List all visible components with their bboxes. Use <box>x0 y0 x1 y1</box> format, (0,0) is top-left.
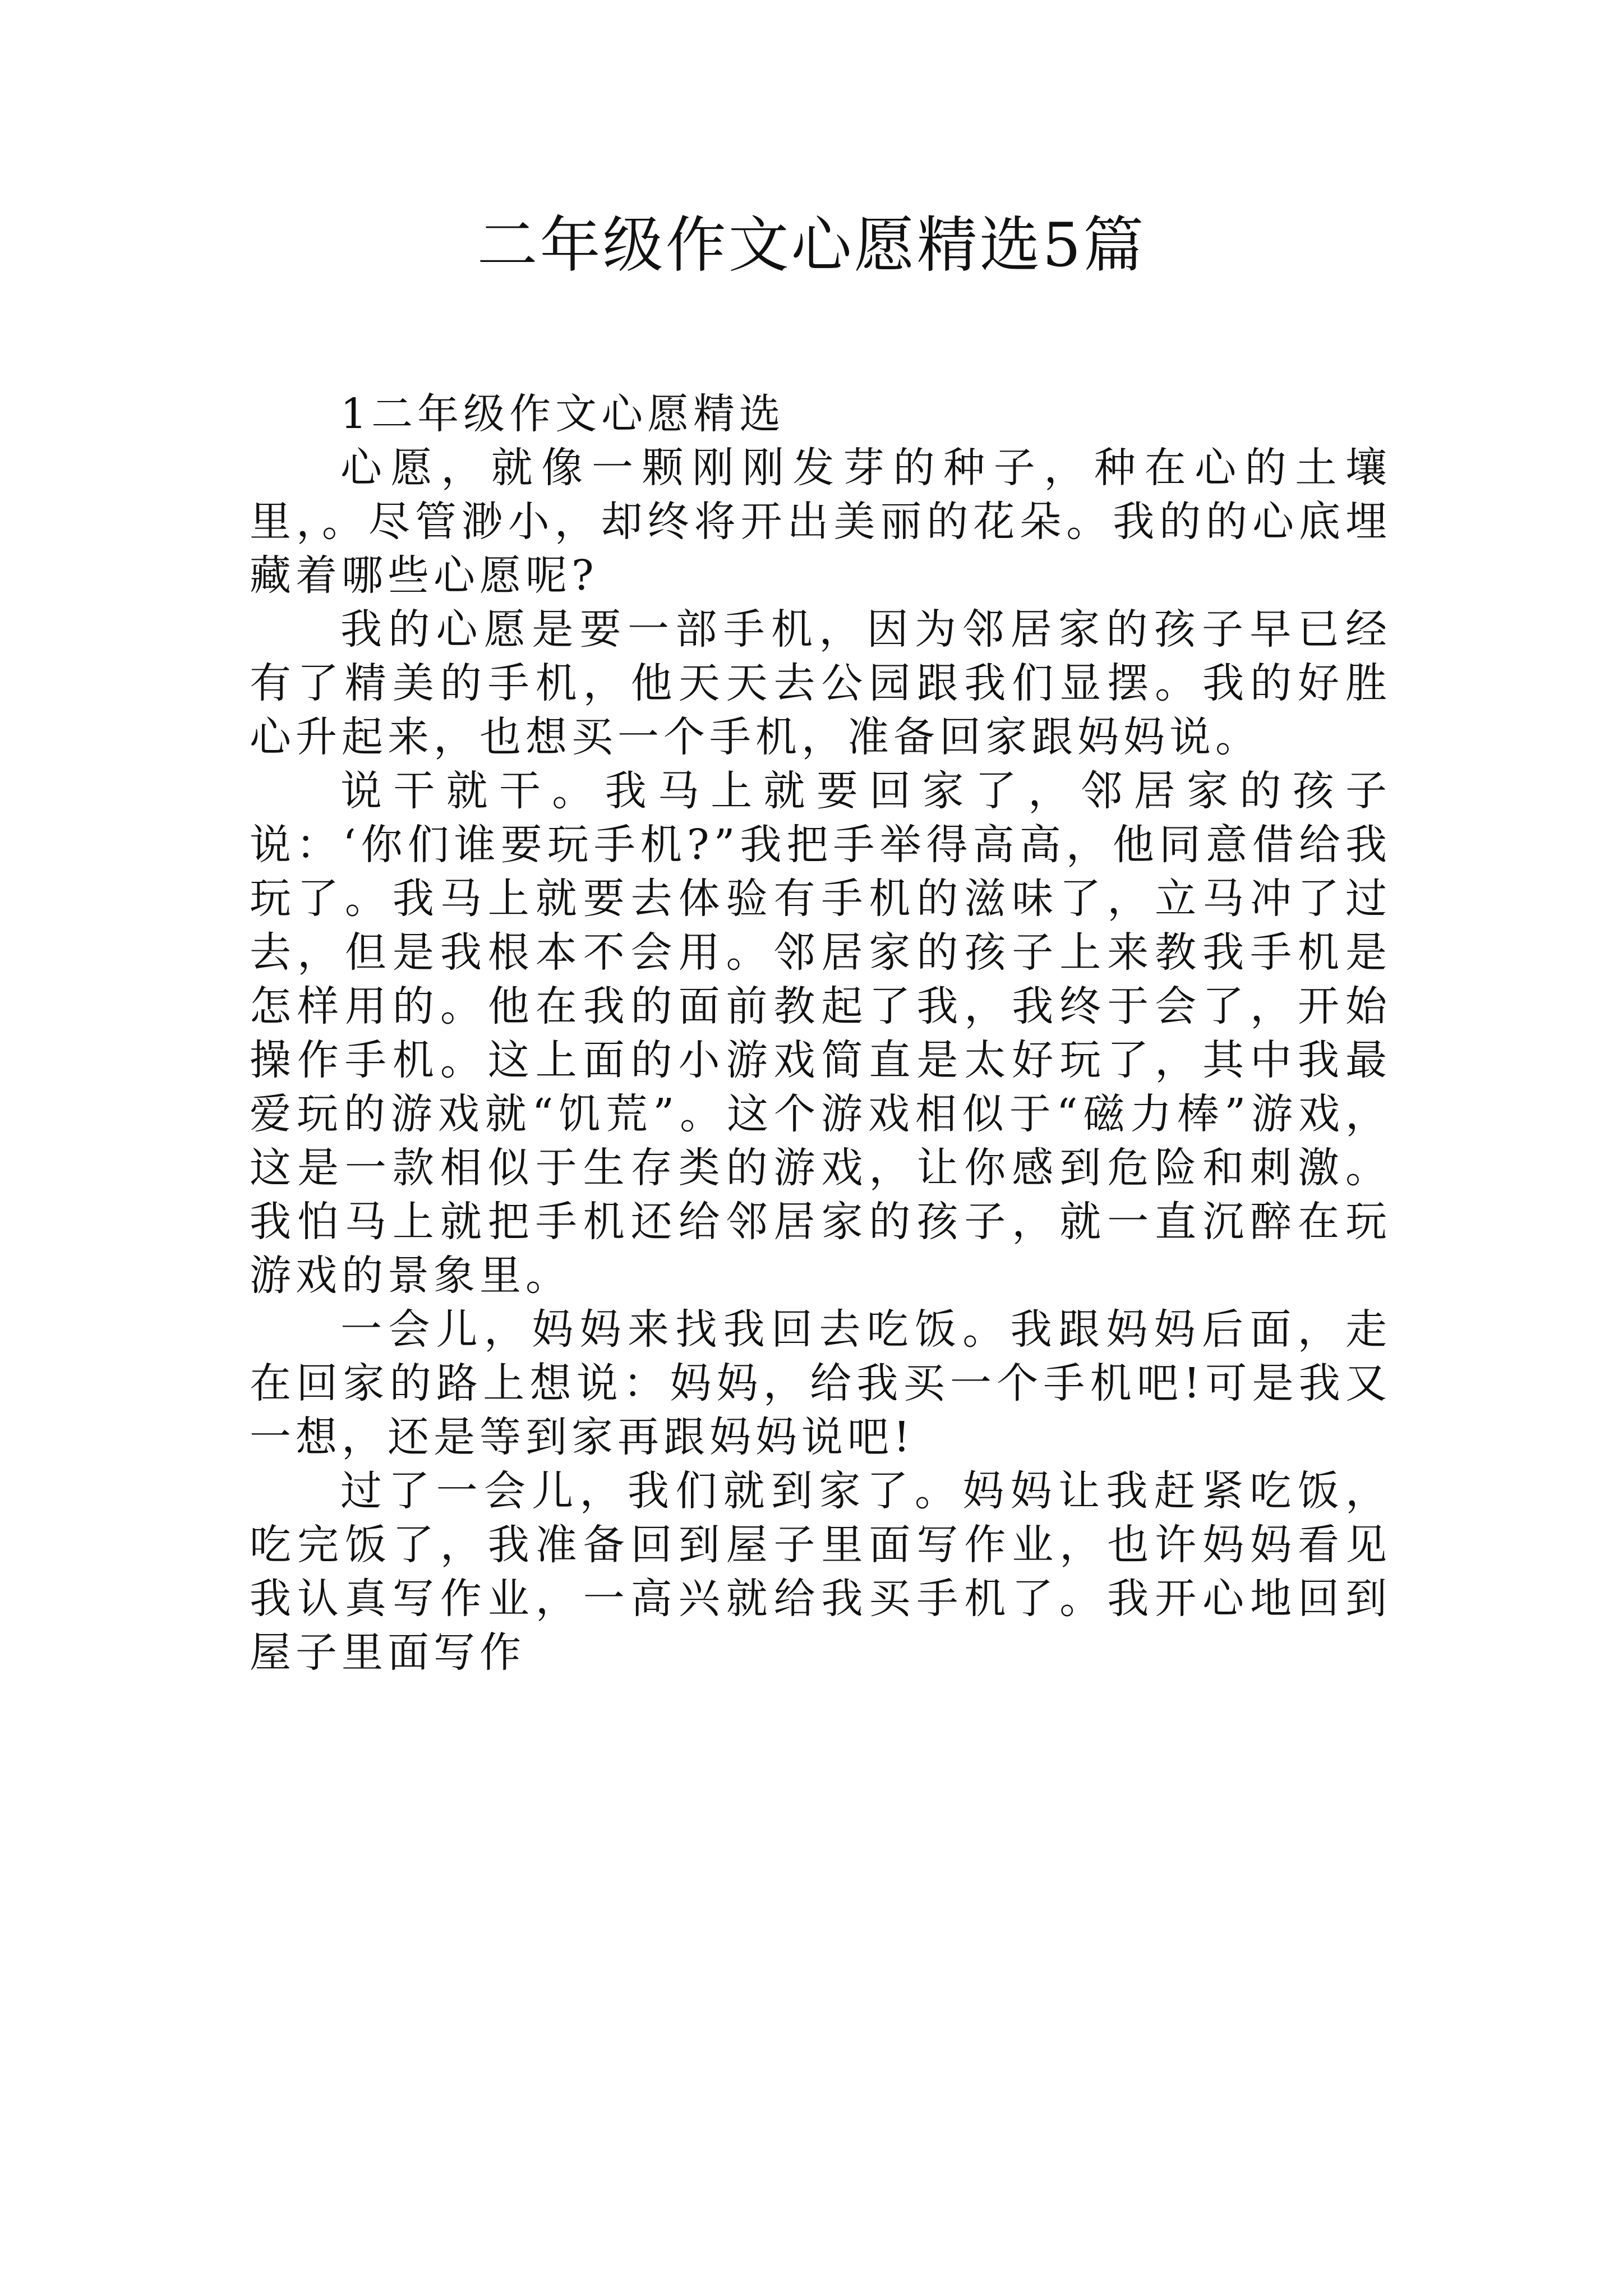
paragraph: 说干就干。我马上就要回家了，邻居家的孩子说：‘你们谁要玩手机?”我把手举得高高，他同意借给我玩了。我马上就要去体验有手机的滋味了，立马冲了过去，但是我根本不会用。邻居家的孩子上来教我手机是怎样用的。他在我的面前教起了我，我终于会了，开始操作手机。这上面的小游戏简直是太好玩了，其中我最爱玩的游戏就“饥荒”。这个游戏相似于“磁力棒”游戏，这是一款相似于生存类的游戏，让你感到危险和刺激。我怕马上就把手机还给邻居家的孩子，就一直沉醉在玩游戏的景象里。 <box>250 767 1391 1300</box>
document-body <box>250 387 1391 1680</box>
paragraph: 过了一会儿，我们就到家了。妈妈让我赶紧吃饭，吃完饭了，我准备回到屋子里面写作业，也许妈妈看见我认真写作业，一高兴就给我买手机了。我开心地回到屋子里面写作 <box>250 1467 1391 1677</box>
paragraph: 心愿，就像一颗刚刚发芽的种子，种在心的土壤里，。尽管渺小，却终将开出美丽的花朵。我的的心底埋藏着哪些心愿呢? <box>250 444 1391 600</box>
section-heading: 1二年级作文心愿精选 <box>340 390 786 438</box>
document-title: 二年级作文心愿精选5篇 <box>477 210 1146 280</box>
paragraph: 我的心愿是要一部手机，因为邻居家的孩子早已经有了精美的手机，他天天去公园跟我们显摆。我的好胜心升起来，也想买一个手机，准备回家跟妈妈说。 <box>250 605 1391 761</box>
paragraph: 一会儿，妈妈来找我回去吃饭。我跟妈妈后面，走在回家的路上想说：妈妈，给我买一个手机吧!可是我又一想，还是等到家再跟妈妈说吧! <box>250 1305 1391 1461</box>
